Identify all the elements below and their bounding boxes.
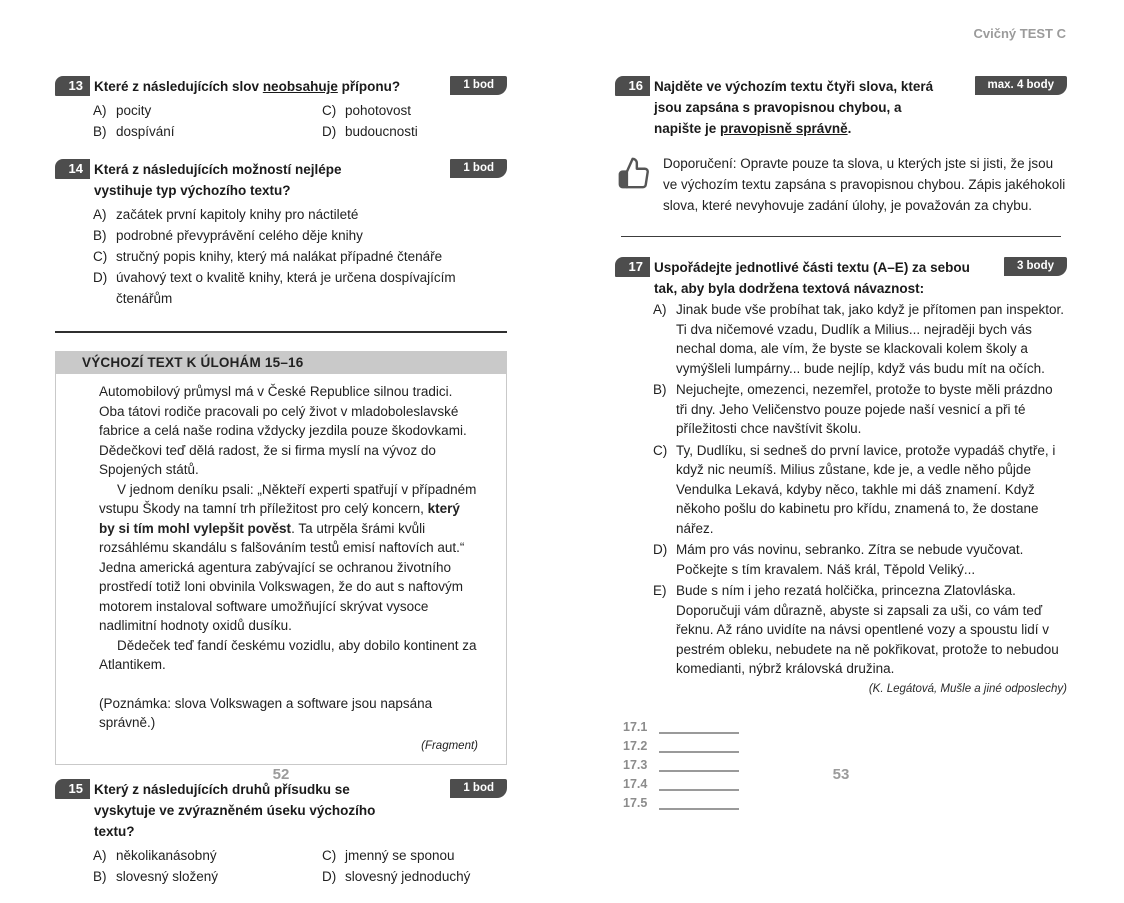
question-15 [55, 778, 507, 887]
question-16 [615, 75, 1067, 216]
question-13 [55, 75, 507, 142]
question-number-badge: 16 [615, 76, 650, 96]
page-53 [615, 75, 1067, 810]
points-badge: 1 bod [450, 76, 507, 95]
question-15-options [55, 845, 507, 887]
option-row [93, 845, 322, 866]
source-text: . Ta utrpěla šrámi kvůli rozsáhlému skandálu s falšováním testů emisí naftovích aut.“ Jedna americká agentura zabývající se ochranou životního prostředí totiž loni obvinila Volkswagen, že do aut s naftovým motorem instaloval software umožňující skrývat vysoce nadlimitní hodnoty oxidů dusíku. [99, 520, 465, 633]
stem-text: . [847, 121, 852, 136]
points-badge: max. 4 body [975, 76, 1067, 95]
option-label: B) [93, 869, 107, 884]
question-17-header [615, 256, 1067, 299]
source-text-box [55, 351, 507, 765]
question-number-badge: 13 [55, 76, 90, 96]
option-text: pohotovost [345, 103, 412, 118]
option-label: C) [322, 848, 337, 863]
question-17 [615, 256, 1067, 810]
answer-label: 17.2 [623, 738, 648, 753]
question-14-options [55, 204, 507, 309]
answer-row [623, 791, 1067, 810]
question-17-options [615, 300, 1067, 679]
option-label: A) [653, 302, 667, 317]
question-13-options [55, 100, 507, 142]
option-row [93, 866, 322, 887]
answer-blank-line [659, 795, 739, 810]
option-row [653, 540, 1067, 579]
option-label: E) [653, 583, 667, 598]
option-row [93, 246, 507, 267]
option-text: dospívání [116, 124, 175, 139]
points-badge: 1 bod [450, 159, 507, 178]
option-row [653, 581, 1067, 679]
option-row [93, 100, 322, 121]
question-number-badge: 15 [55, 779, 90, 799]
question-number-badge: 14 [55, 159, 90, 179]
option-row [93, 121, 322, 142]
option-label: B) [93, 228, 107, 243]
stem-text: Které z následujících slov [94, 79, 263, 94]
option-row [653, 300, 1067, 378]
section-divider [621, 236, 1061, 237]
option-label: D) [322, 869, 337, 884]
option-row [322, 121, 507, 142]
question-14 [55, 158, 507, 309]
option-text: Ty, Dudlíku, si sedneš do první lavice, protože vypadáš chytře, i když nic neumíš. Milius zůstane, kde je, a vedle něho půjde Vendulka Lekavá, kdyby něco, takhle mi dáš znamení. Když někoho pošlu do kabinetu pro křídu, znamená to, že dostane nářez. [676, 442, 1056, 536]
tip-row [615, 153, 1067, 216]
option-row [653, 441, 1067, 539]
answer-lines [615, 715, 1067, 810]
question-16-header [615, 75, 1067, 139]
option-label: D) [653, 542, 668, 557]
thumbs-up-icon [617, 156, 651, 195]
note-text: (Poznámka: slova Volkswagen a software jsou napsána správně.) [99, 695, 433, 730]
option-label: D) [93, 270, 108, 285]
option-row [93, 267, 507, 309]
stem-text: příponu? [337, 79, 401, 94]
question-number-badge: 17 [615, 257, 650, 277]
fragment-label: (Fragment) [421, 739, 478, 752]
option-label: B) [93, 124, 107, 139]
stem-text: Najděte ve výchozím textu čtyři slova, která jsou zapsána s pravopisnou chybou, a napište je [654, 79, 934, 136]
option-row [322, 100, 507, 121]
test-title: Cvičný TEST C [973, 26, 1066, 41]
option-row [322, 845, 507, 866]
section-divider [55, 331, 507, 333]
option-label: C) [322, 103, 337, 118]
answer-blank-line [659, 719, 739, 734]
answer-blank-line [659, 738, 739, 753]
question-15-header [55, 778, 507, 842]
option-text: jmenný se sponou [345, 848, 455, 863]
source-attribution: (K. Legátová, Mušle a jiné odposlechy) [868, 682, 1067, 695]
source-box-title: VÝCHOZÍ TEXT K ÚLOHÁM 15–16 [56, 352, 506, 374]
option-label: D) [322, 124, 337, 139]
points-badge: 1 bod [450, 779, 507, 798]
option-text: Mám pro vás novinu, sebranko. Zítra se nebude vyučovat. Počkejte s tím kravalem. Náš král, Těpold Veliký... [676, 542, 1024, 577]
answer-row [623, 734, 1067, 753]
option-text: slovesný jednoduchý [345, 869, 471, 884]
question-stem: Který z následujících druhů přísudku se vyskytuje ve zvýrazněném úseku výchozího textu? [94, 782, 376, 839]
page-number-left: 52 [272, 766, 290, 783]
answer-row [623, 715, 1067, 734]
option-text: několikanásobný [116, 848, 217, 863]
stem-underlined-text: pravopisně správně [720, 121, 848, 136]
option-text: pocity [116, 103, 152, 118]
option-text: stručný popis knihy, který má nalákat případné čtenáře [116, 249, 443, 264]
option-text: Bude s ním i jeho rezatá holčička, princezna Zlatovláska. Doporučuji vám důrazně, abyste si zapsali za uši, co vám teď řeknu. Až ráno uvidíte na návsi opentlené vozy a spoustu lidí v pestrém obleku, nebudete na ně pokřikovat, protože to nebudou komedianti, nýbrž královská družina. [676, 583, 1059, 676]
question-stem: Která z následujících možností nejlépe vystihuje typ výchozího textu? [94, 162, 342, 198]
option-row [93, 204, 507, 225]
question-stem: Uspořádejte jednotlivé části textu (A–E) za sebou tak, aby byla dodržena textová návaznost: [654, 260, 970, 296]
option-row [322, 866, 507, 887]
answer-label: 17.3 [623, 757, 648, 772]
option-text: podrobné převyprávění celého děje knihy [116, 228, 363, 243]
tip-text: Doporučení: Opravte pouze ta slova, u kterých jste si jisti, že jsou ve výchozím textu zapsána s pravopisnou chybou. Zápis jakéhokoli slova, které nevyhovuje zadání úlohy, je považován za chybu. [663, 156, 1066, 213]
source-paragraph-2 [99, 480, 478, 636]
option-label: A) [93, 103, 107, 118]
question-14-header [55, 158, 507, 201]
page-number-right: 53 [832, 766, 850, 783]
answer-label: 17.4 [623, 776, 648, 791]
option-row [93, 225, 507, 246]
source-box-body [56, 374, 506, 764]
option-text: slovesný složený [116, 869, 219, 884]
option-label: C) [653, 442, 668, 458]
question-stem [90, 75, 450, 97]
option-text: Jinak bude vše probíhat tak, jako když je přítomen pan inspektor. Ti dva ničemové vzadu, Dudlík a Milius... nejraději bych vás nechal doma, ale vím, že byste se klackovali kolem školy a vymýšleli lumpárny... bude nejlíp, když vás budu mít na očích. [676, 302, 1064, 376]
stem-underlined-text: neobsahuje [262, 79, 338, 94]
option-label: A) [93, 207, 107, 222]
option-text: budoucnosti [345, 124, 418, 139]
option-label: B) [653, 382, 667, 397]
source-text: V jednom deníku psali: „Někteří experti spatřují v případném vstupu Škody na tamní trh příležitost pro celý koncern, [99, 481, 477, 516]
option-text: úvahový text o kvalitě knihy, která je určena dospívajícím čtenářům [116, 270, 456, 306]
option-text: začátek první kapitoly knihy pro náctileté [116, 207, 359, 222]
source-bold-text: který by si tím mohl vylepšit pověst [99, 501, 460, 536]
answer-label: 17.1 [623, 719, 648, 734]
option-row [653, 380, 1067, 439]
option-label: C) [93, 249, 108, 264]
option-text: Nejuchejte, omezenci, nezemřel, protože to byste měli prázdno tři dny. Jeho Veličenstvo pouze pojede naší vesnicí a při té příležitosti chce navštívit školu. [676, 382, 1053, 436]
source-paragraph-1: Automobilový průmysl má v České Republice silnou tradici. Oba tátovi rodiče pracovali po celý život v mladoboleslavské fabrice a celá naše rodina vždycky jezdila pouze škodovkami. Dědečkovi teď dělá radost, že si firma myslí na vývoz do Spojených států. [99, 384, 467, 477]
question-stem [650, 75, 975, 139]
source-paragraph-3: Dědeček teď fandí českému vozidlu, aby dobilo kontinent za Atlantikem. [99, 637, 477, 672]
question-13-header [55, 75, 507, 97]
points-badge: 3 body [1004, 257, 1067, 276]
answer-label: 17.5 [623, 795, 648, 810]
option-label: A) [93, 848, 107, 863]
